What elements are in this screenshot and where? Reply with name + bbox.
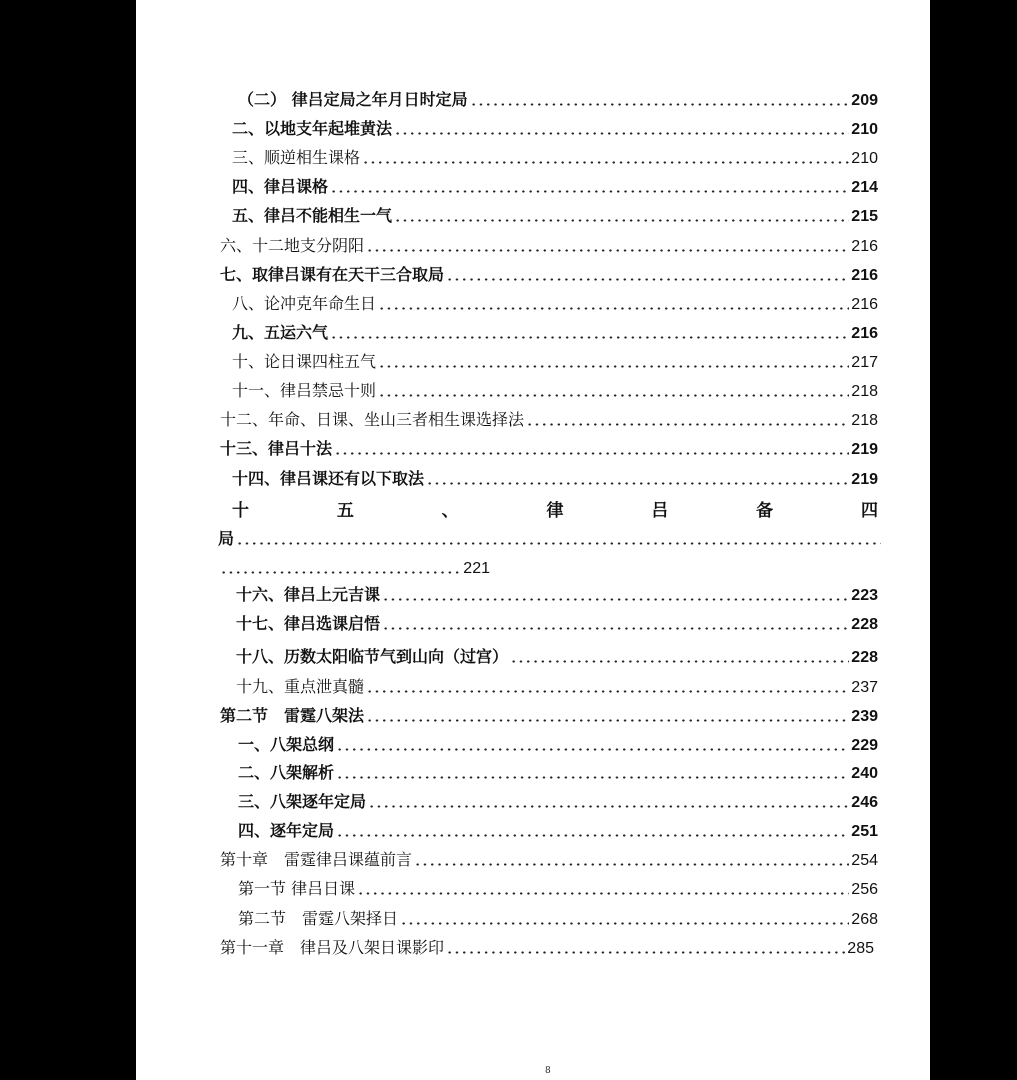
toc-page: 209 — [851, 92, 878, 109]
toc-entry — [232, 467, 878, 489]
toc-label: 局 — [218, 529, 235, 548]
toc-page: 254 — [851, 852, 878, 869]
dot-leader — [446, 278, 849, 281]
toc-label: 第二节 雷霆八架法 — [220, 706, 365, 725]
dot-leader — [366, 249, 849, 252]
toc-entry — [232, 175, 878, 197]
toc-entry-continuation — [218, 527, 883, 549]
toc-label: 第十章 雷霆律吕课蕴前言 — [220, 850, 413, 869]
toc-entry — [232, 292, 878, 314]
toc-entry — [220, 936, 874, 958]
toc-label: 四、律吕课格 — [232, 177, 329, 196]
dot-leader — [334, 452, 849, 455]
toc-label: 四、逐年定局 — [238, 821, 335, 840]
toc-entry — [232, 117, 878, 139]
toc-entry — [220, 263, 878, 285]
toc-entry — [220, 704, 878, 726]
toc-page: 216 — [851, 325, 878, 342]
toc-entry — [238, 790, 878, 812]
dot-leader — [378, 307, 849, 310]
toc-label: 九、五运六气 — [232, 323, 329, 342]
toc-page: 215 — [851, 208, 878, 225]
toc-entry — [238, 733, 878, 755]
toc-page: 219 — [851, 441, 878, 458]
dot-leader — [382, 627, 849, 630]
dot-leader — [446, 951, 845, 954]
toc-page: 240 — [851, 765, 878, 782]
dot-leader — [366, 719, 849, 722]
toc-page: 210 — [851, 150, 878, 167]
toc-page: 268 — [851, 911, 878, 928]
toc-page: 216 — [851, 238, 878, 255]
toc-label: 三、顺逆相生课格 — [232, 148, 361, 167]
toc-label: 七、取律吕课有在天干三合取局 — [220, 265, 445, 284]
toc-page: 214 — [851, 179, 878, 196]
toc-entry — [232, 204, 878, 226]
toc-entry — [236, 645, 878, 667]
toc-label: 二、以地支年起堆黄法 — [232, 119, 393, 138]
dot-leader — [336, 776, 849, 779]
toc-label: 十八、历数太阳临节气到山向（过宫） — [236, 647, 509, 666]
toc-entry — [220, 437, 878, 459]
toc-label: 十四、律吕课还有以下取法 — [232, 469, 425, 488]
toc-label: 八、论冲克年命生日 — [232, 294, 377, 313]
dot-leader — [510, 660, 849, 663]
toc-page: 223 — [851, 587, 878, 604]
toc-entry — [220, 234, 878, 256]
toc-page: 218 — [851, 412, 878, 429]
toc-entry — [238, 819, 878, 841]
toc-char: 五 — [336, 501, 354, 521]
toc-char: 备 — [756, 501, 774, 521]
dot-leader — [330, 336, 849, 339]
toc-entry — [238, 907, 878, 929]
toc-entry — [232, 350, 878, 372]
toc-entry — [232, 321, 878, 343]
toc-page: 246 — [851, 794, 878, 811]
toc-entry — [232, 146, 878, 168]
toc-page: 221 — [463, 560, 490, 577]
toc-entry — [238, 88, 878, 110]
toc-char: 四 — [860, 501, 878, 521]
toc-label: 第一节 律吕日课 — [238, 879, 356, 898]
dot-leader — [400, 922, 849, 925]
toc-page: 228 — [851, 649, 878, 666]
toc-label: 三、八架逐年定局 — [238, 792, 367, 811]
toc-page: 285 — [847, 940, 874, 957]
toc-entry — [238, 877, 878, 899]
toc-entry — [220, 408, 878, 430]
toc-entry — [236, 675, 878, 697]
toc-entry-justified — [232, 496, 878, 521]
dot-leader — [220, 571, 461, 574]
toc-label: 十六、律吕上元吉课 — [236, 585, 381, 604]
toc-entry — [238, 761, 878, 783]
toc-page: 228 — [851, 616, 878, 633]
dot-leader — [470, 103, 850, 106]
toc-page: 239 — [851, 708, 878, 725]
dot-leader — [414, 863, 849, 866]
dot-leader — [236, 542, 881, 545]
toc-page: 237 — [851, 679, 878, 696]
toc-entry-continuation — [218, 556, 490, 578]
dot-leader — [368, 805, 849, 808]
toc-page: 210 — [851, 121, 878, 138]
toc-label: （二） 律吕定局之年月日时定局 — [238, 90, 468, 109]
dot-leader — [394, 132, 849, 135]
toc-page: 216 — [851, 267, 878, 284]
dot-leader — [366, 690, 849, 693]
toc-page: 219 — [851, 471, 878, 488]
toc-label: 第十一章 律吕及八架日课影印 — [220, 938, 445, 957]
dot-leader — [357, 892, 849, 895]
toc-page: 229 — [851, 737, 878, 754]
toc-label: 五、律吕不能相生一气 — [232, 206, 393, 225]
toc-char: 十 — [232, 501, 249, 521]
toc-entry — [236, 583, 878, 605]
toc-char: 、 — [441, 501, 459, 521]
dot-leader — [526, 423, 849, 426]
toc-entry — [220, 848, 878, 870]
dot-leader — [382, 598, 849, 601]
toc-char: 吕 — [651, 501, 669, 521]
dot-leader — [378, 365, 849, 368]
toc-label: 第二节 雷霆八架择日 — [238, 909, 399, 928]
toc-entry — [236, 612, 878, 634]
dot-leader — [378, 394, 849, 397]
toc-char: 律 — [546, 501, 564, 521]
dot-leader — [336, 834, 849, 837]
toc-page: 217 — [851, 354, 878, 371]
toc-page: 256 — [851, 881, 878, 898]
dot-leader — [330, 190, 849, 193]
toc-label: 十一、律吕禁忌十则 — [232, 381, 377, 400]
toc-page: 218 — [851, 383, 878, 400]
toc-label: 十九、重点泄真髓 — [236, 677, 365, 696]
toc-label: 二、八架解析 — [238, 763, 335, 782]
toc-label: 六、十二地支分阴阳 — [220, 236, 365, 255]
toc-label: 十二、年命、日课、坐山三者相生课选择法 — [220, 410, 525, 429]
toc-label: 十七、律吕选课启悟 — [236, 614, 381, 633]
toc-label: 一、八架总纲 — [238, 735, 335, 754]
toc-label: 十三、律吕十法 — [220, 439, 333, 458]
toc-page: 251 — [851, 823, 878, 840]
dot-leader — [336, 748, 849, 751]
dot-leader — [362, 161, 849, 164]
page-number: 8 — [545, 1066, 551, 1076]
dot-leader — [426, 482, 849, 485]
toc-entry — [232, 379, 878, 401]
toc-label: 十、论日课四柱五气 — [232, 352, 377, 371]
dot-leader — [394, 219, 849, 222]
toc-page: 216 — [851, 296, 878, 313]
